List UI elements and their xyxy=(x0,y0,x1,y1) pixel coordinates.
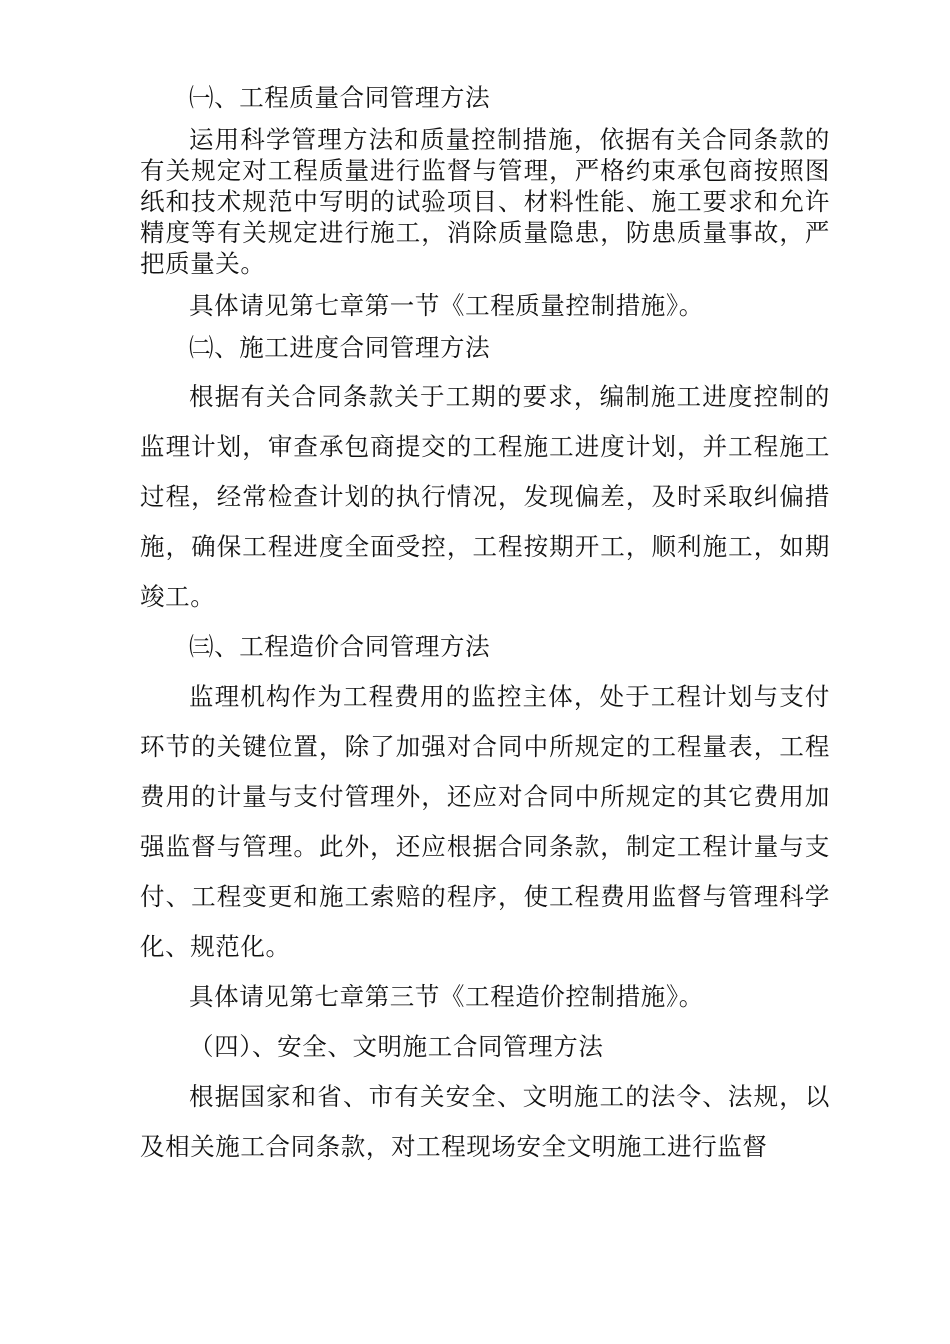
section-heading-cost: ㈢、工程造价合同管理方法 xyxy=(189,632,491,661)
section-note-cost: 具体请见第七章第三节《工程造价控制措施》。 xyxy=(189,982,704,1011)
section-body-quality: 运用科学管理方法和质量控制措施，依据有关合同条款的有关规定对工程质量进行监督与管理，严格约束承包商按照图纸和技术规范中写明的试验项目、材料性能、施工要求和允许精度等有关规定进行施工，消除质量隐患，防患质量事故，严把质量关。 xyxy=(140,125,830,278)
document-page xyxy=(140,82,830,1172)
section-body-schedule: 根据有关合同条款关于工期的要求，编制施工进度控制的监理计划，审查承包商提交的工程施工进度计划，并工程施工过程，经常检查计划的执行情况，发现偏差，及时采取纠偏措施，确保工程进度全面受控，工程按期开工，顺利施工，如期竣工。 xyxy=(140,382,830,611)
section-heading-safety: （四）、安全、文明施工合同管理方法 xyxy=(189,1032,604,1061)
section-body-safety: 根据国家和省、市有关安全、文明施工的法令、法规，以及相关施工合同条款，对工程现场安全文明施工进行监督 xyxy=(140,1082,830,1161)
section-heading-quality: ㈠、工程质量合同管理方法 xyxy=(189,83,491,112)
section-heading-schedule: ㈡、施工进度合同管理方法 xyxy=(189,333,491,362)
section-body-cost: 监理机构作为工程费用的监控主体，处于工程计划与支付环节的关键位置，除了加强对合同中所规定的工程量表，工程费用的计量与支付管理外，还应对合同中所规定的其它费用加强监督与管理。此外，还应根据合同条款，制定工程计量与支付、工程变更和施工索赔的程序，使工程费用监督与管理科学化、规范化。 xyxy=(140,682,830,961)
section-note-quality: 具体请见第七章第一节《工程质量控制措施》。 xyxy=(189,291,704,320)
